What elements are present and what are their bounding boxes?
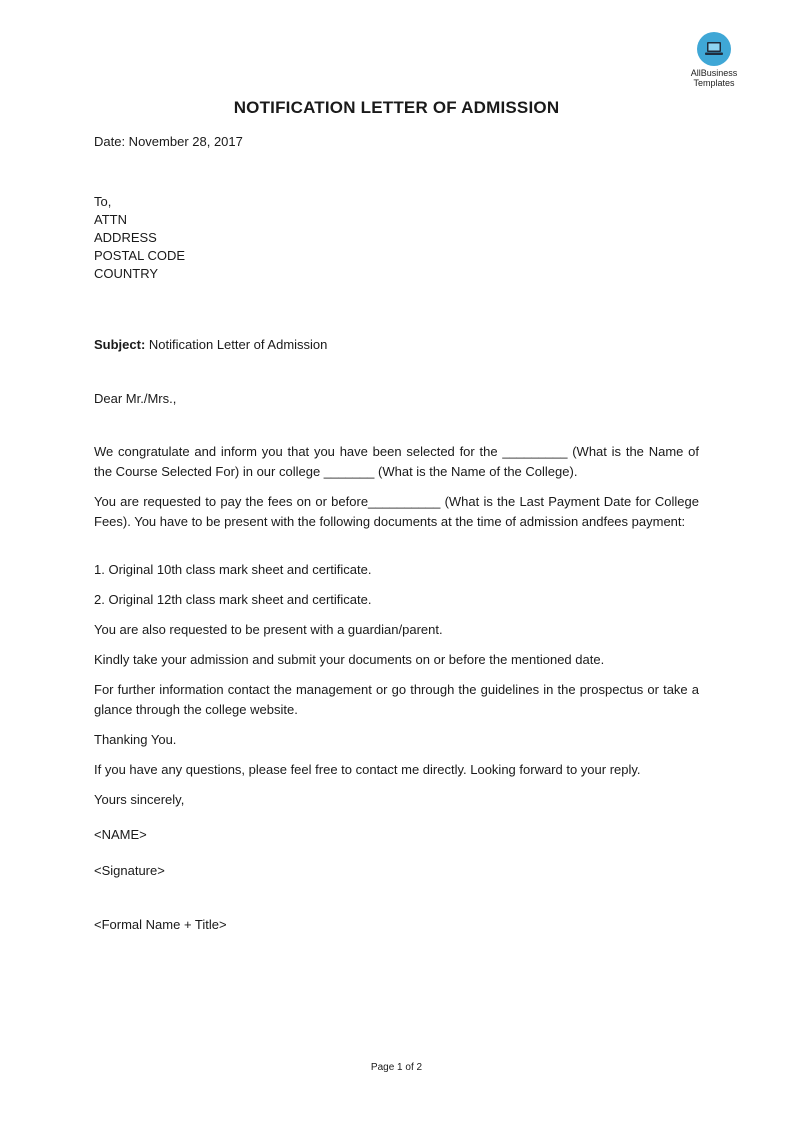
paragraph-questions: If you have any questions, please feel free to contact me directly. Looking forward to your reply.	[94, 762, 641, 777]
address-line: COUNTRY	[94, 266, 159, 281]
logo-text-line1: AllBusiness	[690, 68, 738, 78]
signature-name: <NAME>	[94, 827, 147, 842]
address-line: ATTN	[94, 212, 127, 227]
subject-label: Subject:	[94, 337, 146, 352]
signature-placeholder: <Signature>	[94, 863, 165, 878]
paragraph-thanks: Thanking You.	[94, 732, 177, 747]
signature-formal-title: <Formal Name + Title>	[94, 917, 227, 932]
paragraph-info: For further information contact the management or go through the guidelines in the prospectus or take a glance through the college website.	[94, 682, 699, 717]
paragraph-fees: You are requested to pay the fees on or before__________ (What is the Last Payment Date for College Fees). You have to be present with the following documents at the time of admission andfees payment:	[94, 494, 699, 529]
address-line: ADDRESS	[94, 230, 157, 245]
logo-text-line2: Templates	[693, 78, 735, 88]
page-number: Page 1 of 2	[370, 1062, 423, 1073]
recipient-address	[94, 193, 699, 283]
list-item: 1. Original 10th class mark sheet and certificate.	[94, 562, 372, 577]
laptop-icon	[697, 32, 731, 66]
closing: Yours sincerely,	[94, 792, 185, 807]
list-item: 2. Original 12th class mark sheet and certificate.	[94, 592, 372, 607]
subject-line	[94, 336, 699, 354]
paragraph-guardian: You are also requested to be present with a guardian/parent.	[94, 622, 443, 637]
paragraph-selection: We congratulate and inform you that you have been selected for the _________ (What is the Name of the Course Selected For) in our college _______ (What is the Name of the College).	[94, 444, 699, 479]
salutation: Dear Mr./Mrs.,	[94, 391, 177, 406]
address-line: POSTAL CODE	[94, 248, 186, 263]
document-title: NOTIFICATION LETTER OF ADMISSION	[233, 98, 560, 117]
subject-text: Notification Letter of Admission	[145, 337, 328, 352]
letter-date: Date: November 28, 2017	[94, 134, 243, 149]
address-line: To,	[94, 194, 112, 209]
paragraph-submit: Kindly take your admission and submit your documents on or before the mentioned date.	[94, 652, 605, 667]
brand-logo	[686, 32, 742, 88]
